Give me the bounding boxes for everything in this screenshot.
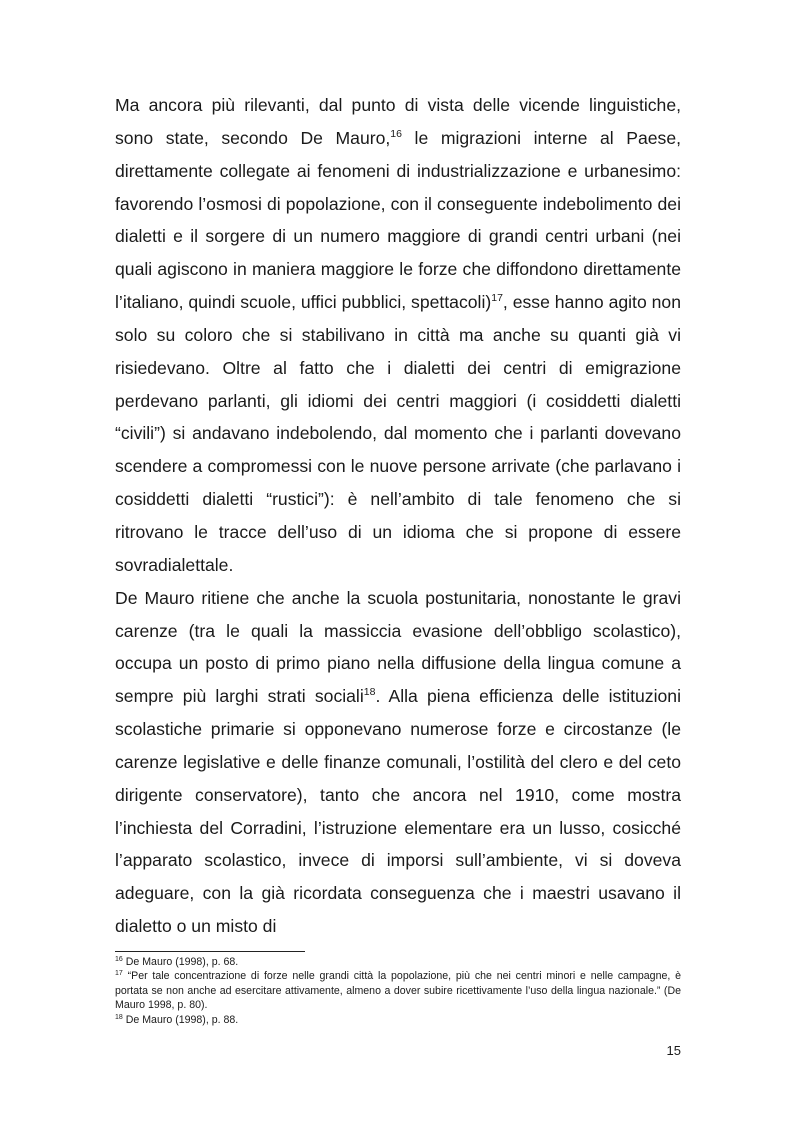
- footnote-18: [115, 1013, 681, 1027]
- paragraph-school: [115, 582, 681, 943]
- page-number: 15: [666, 1043, 681, 1058]
- paragraph-text: . Alla piena efficienza delle istituzioni scolastiche primarie si opponevano numerose forze e circostanze (le carenze legislative e delle finanze comunali, l’ostilità del clero e del ceto dirigente conservatore), tanto che ancora nel 1910, come mostra l’inchiesta del Corradini, l’istruzione elementare era un lusso, cosicché l’apparato scolastico, invece di imporsi sull’ambiente, vi si doveva adeguare, con la già ricordata conseguenza che i maestri usavano il dialetto o un misto di: [115, 686, 681, 937]
- footnote-17: [115, 969, 681, 1012]
- paragraph-text: Ma ancora più rilevanti, dal punto di vista delle vicende linguistiche, sono state, secondo De Mauro,: [115, 95, 681, 148]
- footnote-number: 18: [115, 1013, 123, 1021]
- footnote-number: 17: [115, 970, 123, 978]
- footnotes: [115, 955, 681, 1027]
- footnote-number: 16: [115, 956, 123, 963]
- footnote-ref-17[interactable]: 17: [491, 292, 503, 305]
- paragraph-text: De Mauro ritiene che anche la scuola postunitaria, nonostante le gravi carenze (tra le quali la massiccia evasione dell’obbligo scolastico), occupa un posto di primo piano nella diffusione della lingua comune a sempre più larghi strati sociali: [115, 587, 681, 707]
- paragraph-text: le migrazioni interne al Paese, direttamente collegate ai fenomeni di industrializzazione e urbanesimo: favorendo l’osmosi di popolazione, con il conseguente indebolimento dei dialetti e il sorgere di un numero maggiore di grandi centri urbani (nei quali agiscono in maniera maggiore le forze che diffondono direttamente l’italiano, quindi scuole, uffici pubblici, spettacoli): [115, 127, 682, 313]
- footnote-text: De Mauro (1998), p. 68.: [122, 956, 239, 968]
- body-text: [115, 89, 681, 943]
- footnote-text: De Mauro (1998), p. 88.: [122, 1013, 239, 1026]
- footnote-16: [115, 955, 681, 969]
- footnote-ref-16[interactable]: 16: [390, 127, 402, 140]
- paragraph-text: , esse hanno agito non solo su coloro che si stabilivano in città ma anche su quanti già vi risiedevano. Oltre al fatto che i dialetti dei centri di emigrazione perdevano parlanti, gli idiomi dei centri maggiori (i cosiddetti dialetti “civili”) si andavano indebolendo, dal momento che i parlanti dovevano scendere a compromessi con le nuove persone arrivate (che parlavano i cosiddetti dialetti “rustici”): è nell’ambito di tale fenomeno che si ritrovano le tracce dell’uso di un idioma che si propone di essere sovradialettale.: [115, 292, 681, 575]
- footnote-ref-18[interactable]: 18: [363, 686, 376, 699]
- footnote-separator: [115, 951, 305, 952]
- footnote-text: “Per tale concentrazione di forze nelle grandi città la popolazione, più che nei centri minori e nelle campagne, è portata se non anche ad esercitare attivamente, almeno a dover subire ricettivamente l’uso della lingua nazionale.” (De Mauro 1998, p. 80).: [115, 970, 681, 1012]
- paragraph-migrations: [115, 89, 681, 582]
